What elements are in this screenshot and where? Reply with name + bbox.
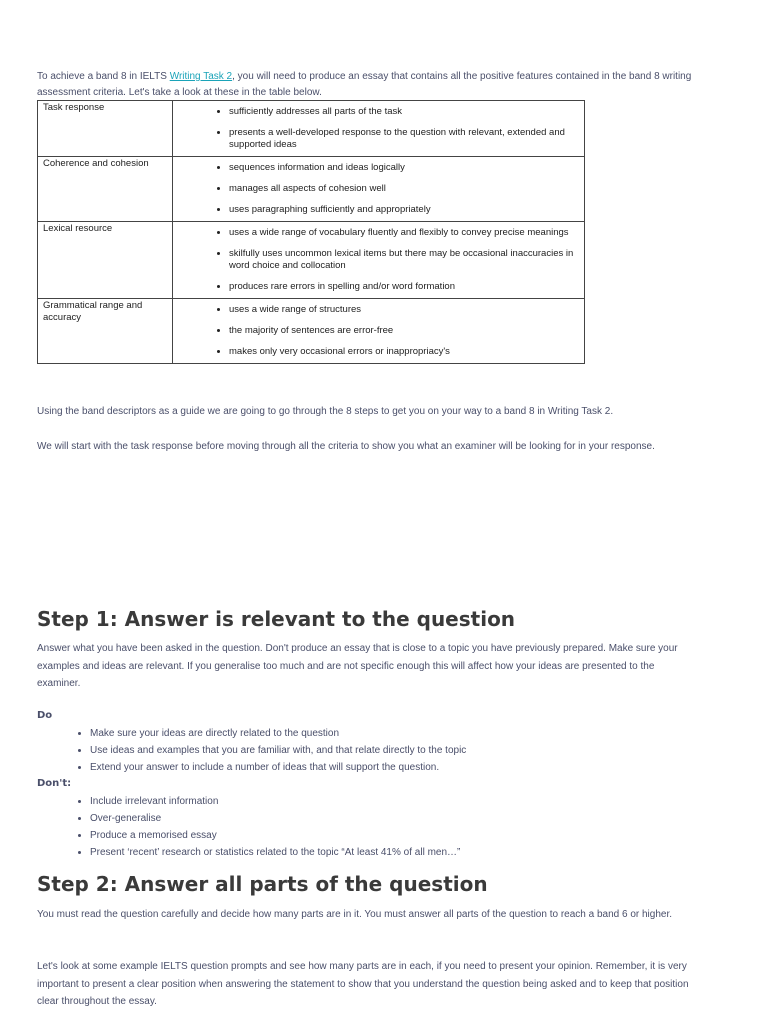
intro-text-start: To achieve a band 8 in IELTS [37,71,170,82]
list-item: • Produce a memorised essay [90,827,460,844]
criteria-descriptors [173,299,585,364]
criteria-label: Grammatical range and accuracy [38,299,173,364]
descriptor-item: • skilfully uses uncommon lexical items but there may be occasional inaccuracies in word choice and collocation [229,248,576,272]
intro-text-end: , you will need to produce an essay that contains all the positive features contained in the band 8 writing assessment criteria. Let's take a look at these in the table below. [37,71,692,98]
dont-list [37,793,460,861]
intro-paragraph [37,69,737,101]
descriptor-item: • the majority of sentences are error-free [229,325,576,337]
writing-task-2-link[interactable]: Writing Task 2 [169,71,233,82]
dont-label: Don't: [37,778,72,789]
list-item: • Present ‘recent’ research or statistics related to the topic “At least 41% of all men…” [90,844,460,861]
criteria-descriptors [173,101,585,157]
list-item: • Use ideas and examples that you are familiar with, and that relate directly to the topic [90,742,466,759]
task-response-paragraph: We will start with the task response before moving through all the criteria to show you what an examiner will be looking for in your response. [37,441,655,452]
criteria-label: Lexical resource [38,222,173,299]
criteria-table [37,100,585,364]
descriptor-item: • uses a wide range of structures [229,304,576,316]
descriptor-item: • makes only very occasional errors or inappropriacy's [229,346,576,358]
table-row [38,222,585,299]
list-item: • Make sure your ideas are directly related to the question [90,725,466,742]
do-list [37,725,466,776]
descriptor-item: • uses a wide range of vocabulary fluently and flexibly to convey precise meanings [229,227,576,239]
table-row [38,299,585,364]
list-item: • Over-generalise [90,810,460,827]
list-item: • Include irrelevant information [90,793,460,810]
list-item: • Extend your answer to include a number of ideas that will support the question. [90,759,466,776]
step-1-body: Answer what you have been asked in the question. Don't produce an essay that is close to a topic you have previously prepared. Make sure your examples and ideas are relevant. If you generalise too much and are not specific enough this will affect how your ideas are presented to the examiner. [37,643,678,689]
criteria-label: Task response [38,101,173,157]
step-2-heading: Step 2: Answer all parts of the question [37,872,488,896]
descriptor-item: • manages all aspects of cohesion well [229,183,576,195]
criteria-label: Coherence and cohesion [38,157,173,222]
table-row [38,101,585,157]
descriptor-item: • sufficiently addresses all parts of the task [229,106,576,118]
criteria-descriptors [173,157,585,222]
descriptor-item: • uses paragraphing sufficiently and appropriately [229,204,576,216]
descriptor-item: • sequences information and ideas logically [229,162,576,174]
criteria-descriptors [173,222,585,299]
descriptor-item: • produces rare errors in spelling and/or word formation [229,281,576,293]
step-2-body-1: You must read the question carefully and decide how many parts are in it. You must answer all parts of the question to reach a band 6 or higher. [37,909,673,920]
table-row [38,157,585,222]
band-descriptors-paragraph: Using the band descriptors as a guide we are going to go through the 8 steps to get you on your way to a band 8 in Writing Task 2. [37,406,614,417]
descriptor-item: • presents a well-developed response to the question with relevant, extended and supported ideas [229,127,576,151]
do-label: Do [37,710,53,721]
step-1-heading: Step 1: Answer is relevant to the question [37,607,516,631]
step-2-body-2: Let's look at some example IELTS question prompts and see how many parts are in each, if you need to present your opinion. Remember, it is very important to present a clear position when answering the statement to show that you understand the question being asked and to keep that position clear throughout the essay. [37,961,689,1007]
